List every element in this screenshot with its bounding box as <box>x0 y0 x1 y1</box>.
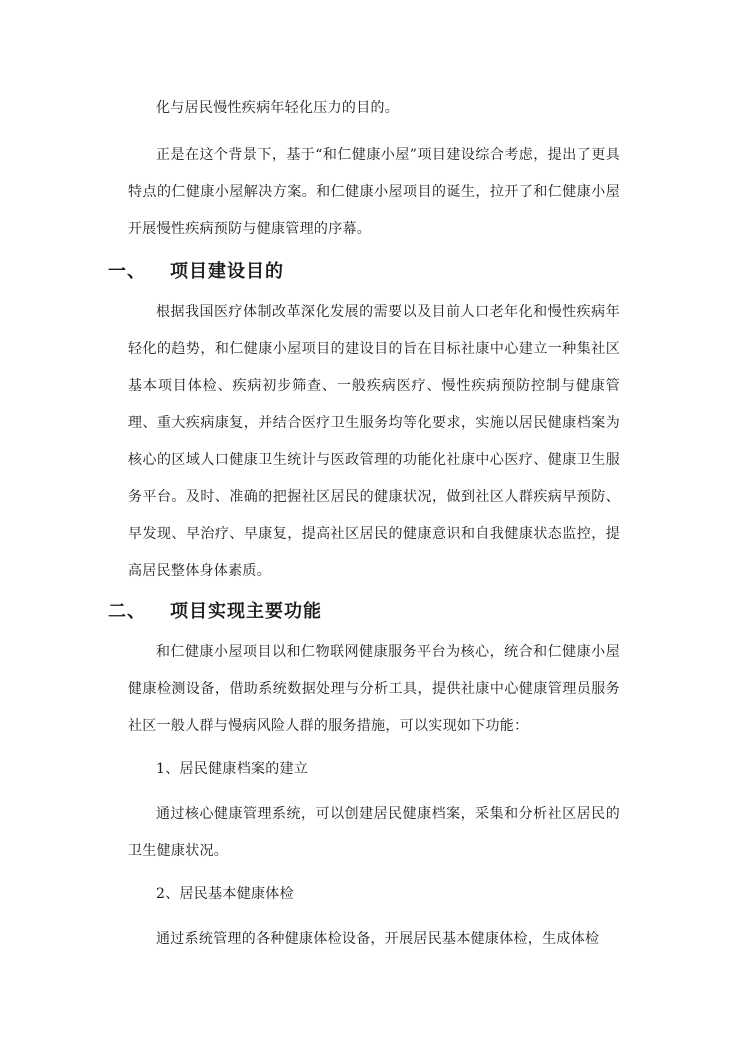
section-number-2: 二、 <box>108 601 146 622</box>
paragraph-purpose: 根据我国医疗体制改革深化发展的需要以及目前人口老年化和慢性疾病年轻化的趋势，和仁健康小屋项目的建设目的旨在目标社康中心建立一种集社区基本项目体检、疾病初步筛查、一般疾病医疗、慢性疾病预防控制与健康管理、重大疾病康复，并结合医疗卫生服务均等化要求，实施以居民健康档案为核心的区域人口健康卫生统计与医政管理的功能化社康中心医疗、健康卫生服务平台。及时、准确的把握社区居民的健康状况，做到社区人群疾病早预防、早发现、早治疗、早康复，提高社区居民的健康意识和自我健康状态监控，提高居民整体身体素质。 <box>128 304 620 579</box>
paragraph-intro-tail: 化与居民慢性疾病年轻化压力的目的。 <box>156 100 400 116</box>
paragraph-basic-checkup: 通过系统管理的各种健康体检设备，开展居民基本健康体检，生成体检 <box>156 931 600 947</box>
document-body <box>108 90 620 958</box>
subitem-health-records: 1、居民健康档案的建立 <box>156 761 309 777</box>
paragraph-background: 正是在这个背景下，基于“和仁健康小屋”项目建设综合考虑，提出了更具特点的仁健康小屋解决方案。和仁健康小屋项目的诞生，拉开了和仁健康小屋开展慢性疾病预防与健康管理的序幕。 <box>128 147 620 237</box>
section-title-2: 项目实现主要功能 <box>170 601 322 622</box>
section-heading-2 <box>108 592 620 632</box>
section-number-1: 一、 <box>108 261 146 282</box>
section-title-1: 项目建设目的 <box>170 261 284 282</box>
paragraph-functions-intro: 和仁健康小屋项目以和仁物联网健康服务平台为核心，统合和仁健康小屋健康检测设备，借助系统数据处理与分析工具，提供社康中心健康管理员服务社区一般人群与慢病风险人群的服务措施，可以实现如下功能： <box>128 644 620 734</box>
section-heading-1 <box>108 252 620 292</box>
paragraph-health-records: 通过核心健康管理系统，可以创建居民健康档案，采集和分析社区居民的卫生健康状况。 <box>128 806 620 859</box>
subitem-basic-checkup: 2、居民基本健康体检 <box>156 886 294 902</box>
